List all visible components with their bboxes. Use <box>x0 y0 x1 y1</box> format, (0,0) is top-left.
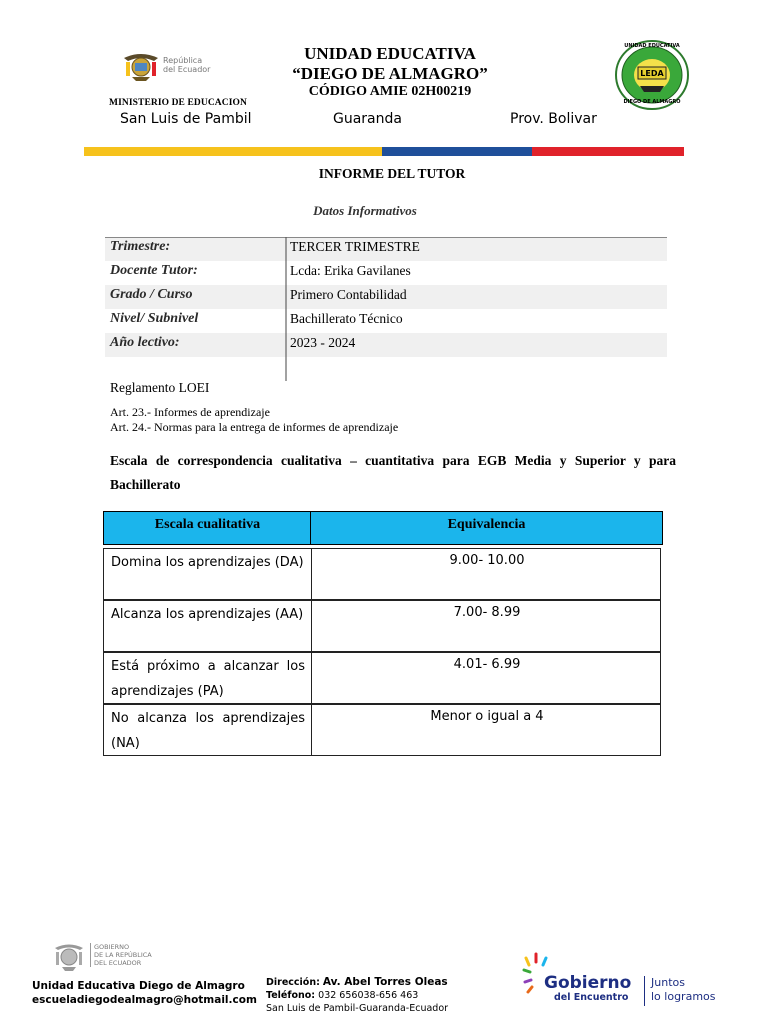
footer-school-name: Unidad Educativa Diego de Almagro <box>32 980 245 992</box>
info-column-divider <box>285 237 287 381</box>
brand-sub: del Encuentro <box>554 992 629 1003</box>
footer-address-block <box>266 976 448 1015</box>
logo-text-ecuador: del Ecuador <box>163 65 211 74</box>
info-row <box>105 237 667 261</box>
equivalence-cell: 9.00- 10.00 <box>449 553 525 568</box>
address-value: Av. Abel Torres Oleas <box>322 976 448 988</box>
info-value: Bachillerato Técnico <box>290 311 403 326</box>
equivalence-cell: Menor o igual a 4 <box>430 709 544 724</box>
scale-title: Escala de correspondencia cualitativa – cuantitativa para EGB Media y Superior y para Bachillerato <box>110 453 676 492</box>
regulation-title: Reglamento LOEI <box>110 380 210 395</box>
footer-contact <box>32 979 257 1007</box>
school-seal <box>614 40 690 110</box>
slogan-line1: Juntos <box>651 976 685 989</box>
coat-of-arms-icon <box>120 50 162 84</box>
location-canton: Guaranda <box>333 111 402 127</box>
seal-text-top: UNIDAD EDUCATIVA <box>624 43 680 49</box>
table-row <box>103 548 661 600</box>
info-top-border <box>105 237 667 238</box>
phone-label: Teléfono: <box>266 990 316 1001</box>
gov-logo-text-3: DEL ECUADOR <box>94 959 142 967</box>
section-title: Datos Informativos <box>313 203 417 218</box>
info-label: Grado / Curso <box>110 287 193 302</box>
info-label: Docente Tutor: <box>110 263 198 278</box>
table-row <box>103 600 661 652</box>
info-table <box>105 237 667 381</box>
logo-text-republica: República <box>163 56 203 65</box>
info-row <box>105 309 667 333</box>
qualitative-cell: Domina los aprendizajes (DA) <box>104 549 312 599</box>
amie-code: CÓDIGO AMIE 02H00219 <box>308 84 472 99</box>
table-row <box>103 704 661 756</box>
school-name-line1: UNIDAD EDUCATIVA <box>304 44 476 63</box>
info-label: Trimestre: <box>110 239 171 254</box>
qualitative-cell: Está próximo a alcanzar los aprendizajes (PA) <box>104 653 312 703</box>
flag-yellow <box>84 147 382 156</box>
address-label: Dirección: <box>266 977 320 988</box>
location-parish: San Luis de Pambil <box>120 111 252 127</box>
slogan-line2: lo logramos <box>651 990 716 1003</box>
info-value: Primero Contabilidad <box>290 287 407 302</box>
location-province: Prov. Bolivar <box>510 111 597 127</box>
seal-text-mid: LEDA <box>640 69 664 78</box>
ecuador-republic-logo <box>120 50 220 84</box>
brand-main: Gobierno <box>544 973 632 993</box>
info-value: TERCER TRIMESTRE <box>290 239 420 254</box>
article-23: Art. 23.- Informes de aprendizaje <box>110 405 270 419</box>
equivalence-cell: 7.00- 8.99 <box>453 605 521 620</box>
footer-gov-logo <box>52 940 162 976</box>
equivalence-cell: 4.01- 6.99 <box>453 657 521 672</box>
gov-logo-text-1: GOBIERNO <box>94 943 130 951</box>
article-24: Art. 24.- Normas para la entrega de informes de aprendizaje <box>110 420 399 434</box>
ministry-label: MINISTERIO DE EDUCACION <box>109 98 247 108</box>
brand-divider <box>644 976 645 1006</box>
info-value: Lcda: Erika Gavilanes <box>290 263 411 278</box>
flag-blue <box>382 147 532 156</box>
info-row <box>105 333 667 357</box>
school-name-line2: “DIEGO DE ALMAGRO” <box>292 64 488 83</box>
info-row <box>105 261 667 285</box>
qualitative-cell: Alcanza los aprendizajes (AA) <box>104 601 312 651</box>
qualitative-cell: No alcanza los aprendizajes (NA) <box>104 705 312 755</box>
gobierno-encuentro-logo <box>522 952 762 1012</box>
footer-city: San Luis de Pambil-Guaranda-Ecuador <box>266 1003 449 1014</box>
seal-text-bottom: DIEGO DE ALMAGRO <box>623 99 681 105</box>
info-label: Nivel/ Subnivel <box>110 311 199 326</box>
info-label: Año lectivo: <box>110 335 180 350</box>
gov-logo-text-2: DE LA REPÚBLICA <box>94 951 152 959</box>
ecuador-flag-bar <box>84 147 684 156</box>
phone-value: 032 656038-656 463 <box>318 990 419 1001</box>
flag-red <box>532 147 684 156</box>
header-qualitative: Escala cualitativa <box>103 511 312 545</box>
info-value: 2023 - 2024 <box>290 335 356 350</box>
footer-email[interactable]: escueladiegodealmagro@hotmail.com <box>32 994 257 1006</box>
report-title: INFORME DEL TUTOR <box>318 166 466 181</box>
info-row <box>105 285 667 309</box>
table-row <box>103 652 661 704</box>
header-equivalence: Equivalencia <box>310 511 663 545</box>
scale-table <box>103 511 661 757</box>
coat-of-arms-icon <box>52 940 86 974</box>
